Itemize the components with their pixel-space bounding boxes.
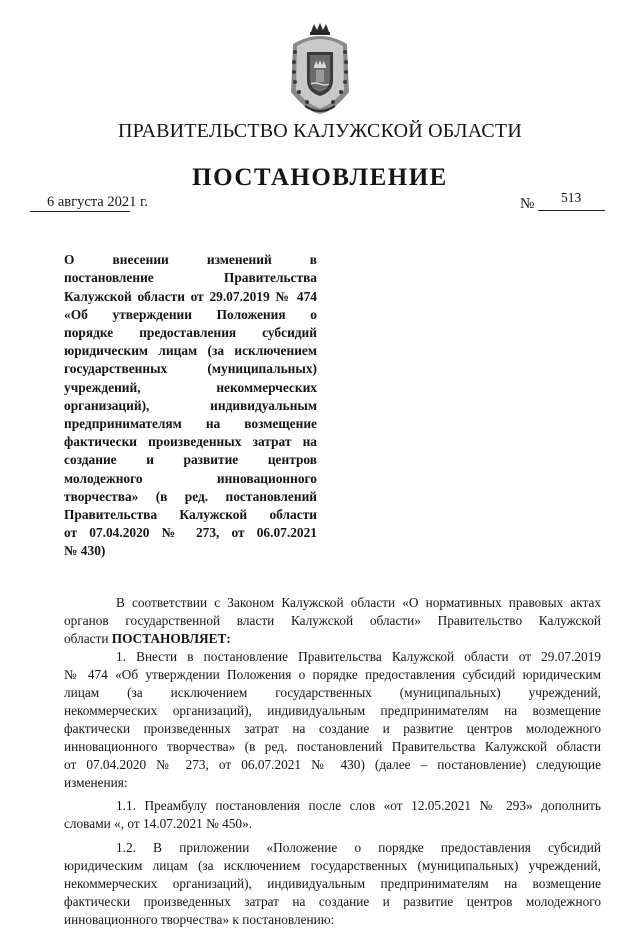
number-sign: № [520,196,535,212]
document-number: 513 [561,190,582,205]
number-underline [538,210,605,211]
item-1-line: фактически произведенных затрат на создание и развитие центров молодежного [64,721,601,736]
title-line: учреждений, некоммерческих [64,380,317,395]
item-1-line: 1. Внести в постановление Правительства Калужской области от 29.07.2019 [116,649,601,664]
preamble-tail: области [64,631,109,646]
item-1-line: № 474 «Об утверждении Положения о порядке предоставления субсидий юридическим [64,667,601,682]
document-date: 6 августа 2021 г. [47,194,148,210]
title-line: молодежного инновационного [64,471,317,486]
title-line: творчества» (в ред. постановлений [64,489,317,504]
title-line: О внесении изменений в [64,252,317,267]
preamble-line: органов государственной власти Калужской области» Правительство Калужской [64,613,601,628]
title-line: создание и развитие центров [64,452,317,467]
item-1-2-line: некоммерческих организаций), индивидуальным предпринимателям на возмещение [64,876,601,891]
item-1-2-line: фактически произведенных затрат на создание и развитие центров молодежного [64,894,601,909]
preamble-resolves: ПОСТАНОВЛЯЕТ: [111,631,231,646]
title-line: Калужской области от 29.07.2019 № 474 [64,289,317,304]
item-1-line: от 07.04.2020 № 273, от 06.07.2021 № 430) (далее – постановление) следующие [64,757,601,772]
preamble-line: В соответствии с Законом Калужской области «О нормативных правовых актах [116,595,601,610]
item-1-line: некоммерческих организаций), индивидуальным предпринимателям на возмещение [64,703,601,718]
title-line: порядке предоставления субсидий [64,325,317,340]
date-underline [30,211,130,212]
title-line: постановление Правительства [64,270,317,285]
title-line: организаций), индивидуальным [64,398,317,413]
document-type: ПОСТАНОВЛЕНИЕ [192,164,448,191]
coat-of-arms-icon [283,22,357,118]
title-line: предпринимателям на возмещение [64,416,317,431]
title-line: от 07.04.2020 № 273, от 06.07.2021 [64,525,317,540]
item-1-line: изменения: [64,775,128,790]
organization-name: ПРАВИТЕЛЬСТВО КАЛУЖСКОЙ ОБЛАСТИ [118,120,522,142]
title-line: Правительства Калужской области [64,507,317,522]
item-1-2-line: юридическим лицам (за исключением государственных (муниципальных) учреждений, [64,858,601,873]
item-1-line: лицам (за исключением государственных (муниципальных) учреждений, [64,685,601,700]
item-1-line: инновационного творчества» (в ред. постановлений Правительства Калужской области [64,739,601,754]
title-line: «Об утверждении Положения о [64,307,317,322]
item-1-1-line: словами «, от 14.07.2021 № 450». [64,816,253,831]
item-1-2-line: инновационного творчества» к постановлению: [64,912,335,927]
title-line: юридическим лицам (за исключением [64,343,317,358]
title-line: государственных (муниципальных) [64,361,317,376]
item-1-1-line: 1.1. Преамбулу постановления после слов «от 12.05.2021 № 293» дополнить [116,798,601,813]
title-line: № 430) [64,543,106,558]
title-line: фактически произведенных затрат на [64,434,317,449]
preamble-line [64,630,601,648]
item-1-2-line: 1.2. В приложении «Положение о порядке предоставления субсидий [116,840,601,855]
